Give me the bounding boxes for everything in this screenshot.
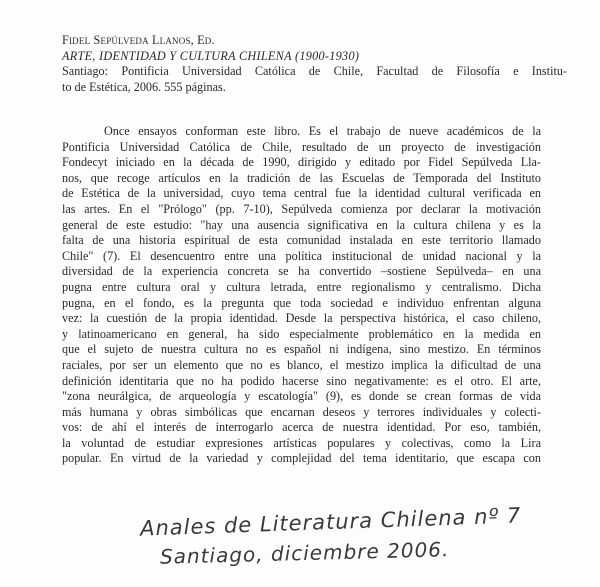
body-line: falta de una historia espiritual de esta comunidad instalada en este territorio llamado xyxy=(62,233,541,248)
book-imprint xyxy=(62,64,567,95)
body-line: "zona neurálgica, de arqueología y escatología" (9), es donde se crean formas de vida xyxy=(62,389,541,404)
body-line: vez: la cuestión de la propia identidad. Desde la perspectiva histórica, el caso chileno, xyxy=(62,311,541,326)
body-line: de Estética de la universidad, cuyo tema central fue la identidad cultural verificada en xyxy=(62,186,541,201)
handwritten-journal-note: Anales de Literatura Chilena nº 7 xyxy=(139,503,522,541)
body-line: vos: de ahí el interés de interrogarlo acerca de nuestra identidad. Por eso, también, xyxy=(62,420,541,435)
book-reference xyxy=(62,33,567,95)
body-line: definición identitaria que no ha podido hacerse sino negativamente: es el otro. El arte, xyxy=(62,373,541,388)
body-line: popular. En virtud de la variedad y complejidad del tema identitario, que escapa con xyxy=(62,451,541,466)
body-line: diversidad de la experiencia concreta se ha convertido –sostiene Sepúlveda– en una xyxy=(62,264,541,279)
body-line: la voluntad de estudiar expresiones artísticas populares y colectivas, como la Lira xyxy=(62,435,541,450)
body-line: más humana y obras simbólicas que encarnan deseos y terrores individuales y colecti- xyxy=(62,404,541,419)
body-line: general de este estudio: "hay una ausencia significativa en la cultura chilena y es la xyxy=(62,217,541,232)
body-line: Pontificia Universidad Católica de Chile, resultado de un proyecto de investigación xyxy=(62,139,541,154)
body-line: y latinoamericano en general, ha sido especialmente problemático en la medida en xyxy=(62,326,541,341)
review-body xyxy=(62,124,541,467)
book-title: ARTE, IDENTIDAD Y CULTURA CHILENA (1900-1930) xyxy=(62,48,360,63)
body-line: raciales, por ser un elemento que no es blanco, el mestizo implica la dificultad de una xyxy=(62,357,541,372)
book-author: Fidel Sepúlveda Llanos, Ed. xyxy=(62,33,215,47)
imprint-line: to de Estética, 2006. 555 páginas. xyxy=(62,79,226,94)
body-line: que el sujeto de nuestra cultura no es español ni indígena, sino mestizo. En términos xyxy=(62,342,541,357)
body-line: Chile" (7). El desencuentro entre una política institucional de unidad nacional y la xyxy=(62,248,541,263)
body-line: pugna entre cultura oral y cultura letrada, entre regionalismo y centralismo. Dicha xyxy=(62,279,541,294)
body-line: Fondecyt iniciado en la década de 1990, dirigido y editado por Fidel Sepúlveda Lla- xyxy=(62,155,541,170)
imprint-line: Santiago: Pontificia Universidad Católica de Chile, Facultad de Filosofía e Institu- xyxy=(62,64,567,78)
body-line: las artes. En el "Prólogo" (pp. 7-10), Sepúlveda comienza por declarar la motivación xyxy=(62,201,541,216)
handwritten-date-note: Santiago, diciembre 2006. xyxy=(159,537,450,569)
body-line: Once ensayos conforman este libro. Es el trabajo de nueve académicos de la xyxy=(104,124,541,138)
body-line: nos, que recoge artículos en la tradición de las Escuelas de Temporada del Instituto xyxy=(62,170,541,185)
body-line: pugna, en el fondo, es la pregunta que toda sociedad e individuo enfrentan alguna xyxy=(62,295,541,310)
